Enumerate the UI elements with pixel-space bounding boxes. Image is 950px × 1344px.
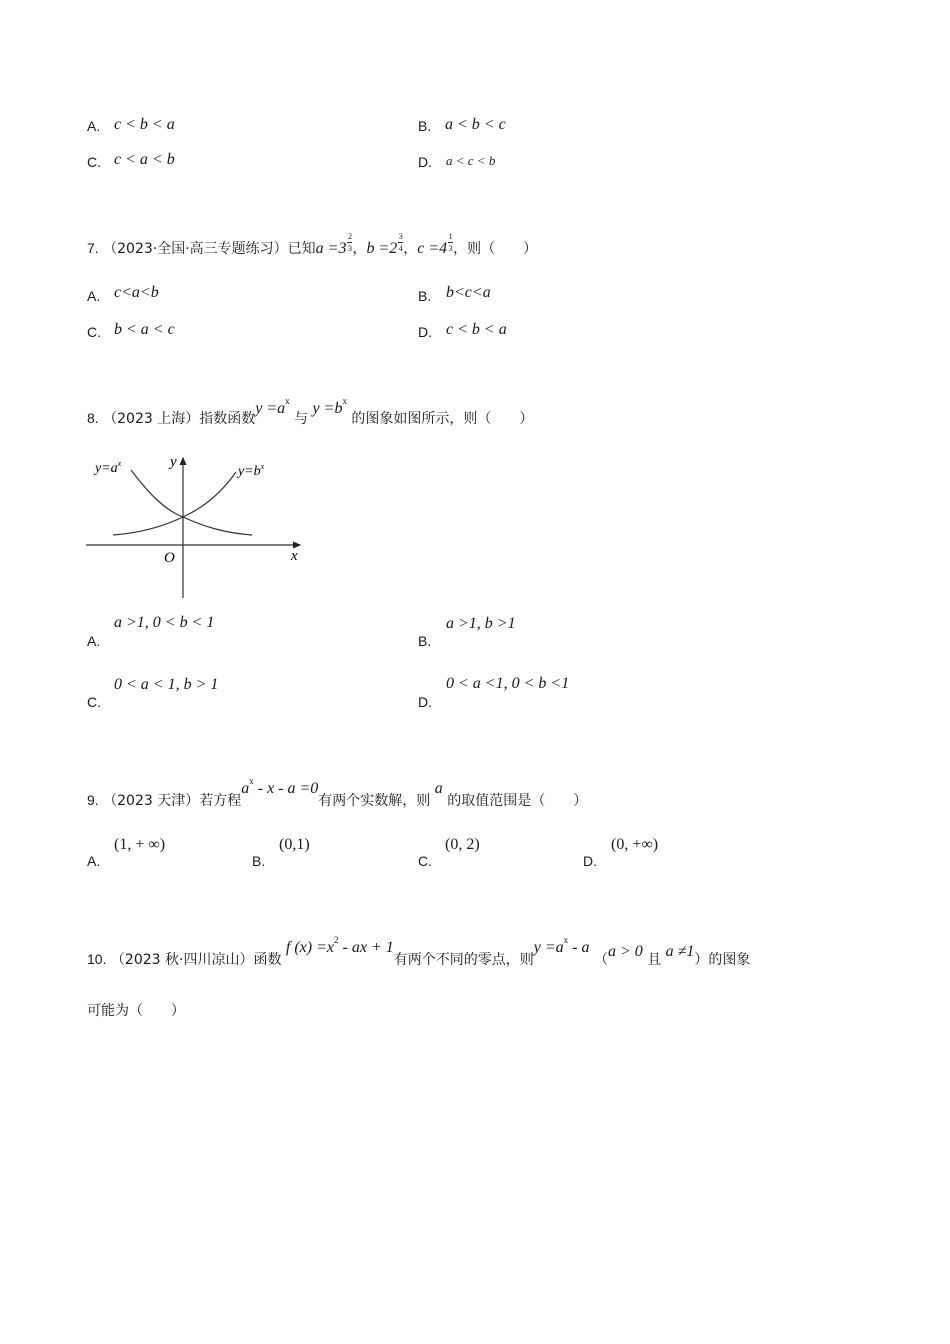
q10-paren-close: ） bbox=[694, 952, 709, 968]
q8-f1-sup: x bbox=[285, 396, 290, 406]
q9-post: 的取值范围是（ ） bbox=[447, 793, 588, 809]
q8-option-b-text: a >1, b >1 bbox=[446, 615, 516, 632]
q7-option-a-text: c<a<b bbox=[114, 284, 159, 301]
q9-number: 9. bbox=[87, 792, 99, 808]
q6-option-a-text: c < b < a bbox=[114, 116, 175, 133]
q10-stem bbox=[87, 935, 751, 969]
q9-var: a bbox=[434, 780, 443, 797]
q9-option-c-text: (0, 2) bbox=[445, 836, 480, 853]
q9-option-d-label: D. bbox=[583, 853, 597, 869]
q10-number: 10. bbox=[87, 951, 107, 967]
q8-option-a-label: A. bbox=[87, 633, 101, 649]
q9-option-d-text: (0, +∞) bbox=[611, 836, 659, 853]
q10-mid: 有两个不同的零点，则 bbox=[393, 952, 534, 968]
q7-c-exp-num: 1 bbox=[448, 232, 453, 241]
q7-b-exp-num: 3 bbox=[398, 232, 403, 241]
q9-option-a-label: A. bbox=[87, 853, 101, 869]
q10-y-rest: - a bbox=[568, 939, 590, 956]
q7-sep2: ， bbox=[403, 241, 418, 257]
q6-option-a-label: A. bbox=[87, 118, 101, 134]
q8-option-a-text: a >1, 0 < b < 1 bbox=[114, 614, 215, 631]
q7-source: （2023·全国·高三专题练习） bbox=[103, 241, 288, 257]
q8-option-d-label: D. bbox=[418, 694, 432, 710]
q10-stem-line2: 可能为（ ） bbox=[87, 1003, 185, 1019]
q10-y-expr bbox=[533, 935, 590, 956]
q7-c-exp-den: 3 bbox=[448, 244, 453, 253]
q8-post: 的图象如图所示，则（ ） bbox=[351, 411, 534, 427]
q10-y-sup: x bbox=[563, 935, 569, 945]
q10-pre: 函数 bbox=[253, 952, 282, 968]
q10-f-right: - ax + 1 bbox=[338, 939, 394, 956]
q6-option-b-label: B. bbox=[418, 118, 432, 134]
q9-option-c-label: C. bbox=[418, 853, 432, 869]
q8-number: 8. bbox=[87, 410, 99, 426]
q9-eq-sup: x bbox=[249, 776, 254, 786]
label-b-x: $y=b^x$ bbox=[238, 462, 265, 479]
q7-b-exp-den: 4 bbox=[398, 244, 403, 253]
q9-option-b-text: (0,1) bbox=[279, 836, 310, 853]
q10-f-left: f (x) =x bbox=[285, 939, 335, 956]
q8-f1-base: y =a bbox=[255, 400, 286, 417]
q7-a-exp-num: 2 bbox=[347, 232, 352, 241]
curve-a-x bbox=[131, 470, 252, 535]
q8-pre: 指数函数 bbox=[199, 411, 256, 427]
q9-eq-base: a bbox=[241, 780, 250, 797]
q7-c-base: c =4 bbox=[417, 240, 448, 257]
q6-option-d-label: D. bbox=[418, 154, 432, 170]
q7-c-exponent bbox=[448, 232, 453, 253]
q8-option-c-text: 0 < a < 1, b > 1 bbox=[114, 676, 219, 693]
q8-exponential-graph bbox=[80, 448, 320, 603]
q6-option-b-text: a < b < c bbox=[445, 116, 506, 133]
q8-f1 bbox=[255, 396, 290, 417]
q7-option-b-label: B. bbox=[418, 288, 432, 304]
q7-a-base: a =3 bbox=[315, 240, 347, 257]
q7-option-a-label: A. bbox=[87, 288, 101, 304]
q10-source: （2023 秋·四川凉山） bbox=[110, 952, 254, 968]
q6-option-c-label: C. bbox=[87, 154, 101, 170]
q10-cond1: a > 0 bbox=[607, 943, 643, 960]
q8-f2 bbox=[312, 396, 347, 417]
q9-option-b-label: B. bbox=[252, 853, 266, 869]
q9-stem bbox=[87, 776, 588, 810]
q10-cond2: a ≠1 bbox=[665, 943, 695, 960]
q7-a-expr bbox=[315, 232, 353, 257]
q10-function bbox=[285, 935, 394, 956]
q7-option-d-text: c < b < a bbox=[446, 321, 507, 338]
q10-y-base: y =a bbox=[533, 939, 564, 956]
q8-source: （2023 上海） bbox=[103, 411, 200, 427]
q6-option-d-text: a < c < b bbox=[446, 153, 496, 168]
q7-a-exp-den: 3 bbox=[347, 244, 352, 253]
q7-option-c-text: b < a < c bbox=[114, 321, 175, 338]
q10-and: 且 bbox=[647, 952, 662, 968]
q8-mid: 与 bbox=[294, 411, 309, 427]
q9-mid: 有两个实数解，则 bbox=[318, 793, 431, 809]
q7-b-exponent bbox=[398, 232, 403, 253]
curve-b-x bbox=[113, 472, 236, 535]
q7-c-expr bbox=[417, 232, 453, 257]
q10-paren-open: （ bbox=[593, 952, 608, 968]
q8-f2-base: y =b bbox=[312, 400, 343, 417]
q10-f-sup: 2 bbox=[334, 935, 339, 945]
q8-option-c-label: C. bbox=[87, 694, 101, 710]
q7-stem bbox=[87, 232, 538, 267]
q7-number: 7. bbox=[87, 240, 99, 256]
q9-pre: 若方程 bbox=[199, 793, 242, 809]
q9-eq-rest: - x - a =0 bbox=[253, 780, 319, 797]
axis-x-label: x bbox=[291, 548, 298, 564]
q7-sep1: ， bbox=[352, 241, 367, 257]
origin-label: O bbox=[164, 550, 175, 566]
q10-post: 的图象 bbox=[708, 952, 751, 968]
q7-post: ，则（ ） bbox=[453, 241, 538, 257]
q7-b-expr bbox=[366, 232, 403, 257]
label-a-x: $y=a^x$ bbox=[95, 459, 122, 476]
q9-equation bbox=[241, 776, 319, 797]
q8-option-d-text: 0 < a <1, 0 < b <1 bbox=[446, 675, 570, 692]
q9-source: （2023 天津） bbox=[103, 793, 200, 809]
q8-f2-sup: x bbox=[342, 396, 347, 406]
q7-a-exponent bbox=[347, 232, 352, 253]
q8-option-b-label: B. bbox=[418, 633, 432, 649]
q7-pre: 已知 bbox=[287, 241, 316, 257]
q7-b-base: b =2 bbox=[366, 240, 398, 257]
q6-option-c-text: c < a < b bbox=[114, 151, 175, 168]
q9-option-a-text: (1, + ∞) bbox=[114, 836, 166, 853]
axis-y-label: y bbox=[170, 454, 177, 470]
q7-option-c-label: C. bbox=[87, 324, 101, 340]
q7-option-d-label: D. bbox=[418, 324, 432, 340]
q7-option-b-text: b<c<a bbox=[446, 284, 491, 301]
q8-stem bbox=[87, 396, 534, 428]
